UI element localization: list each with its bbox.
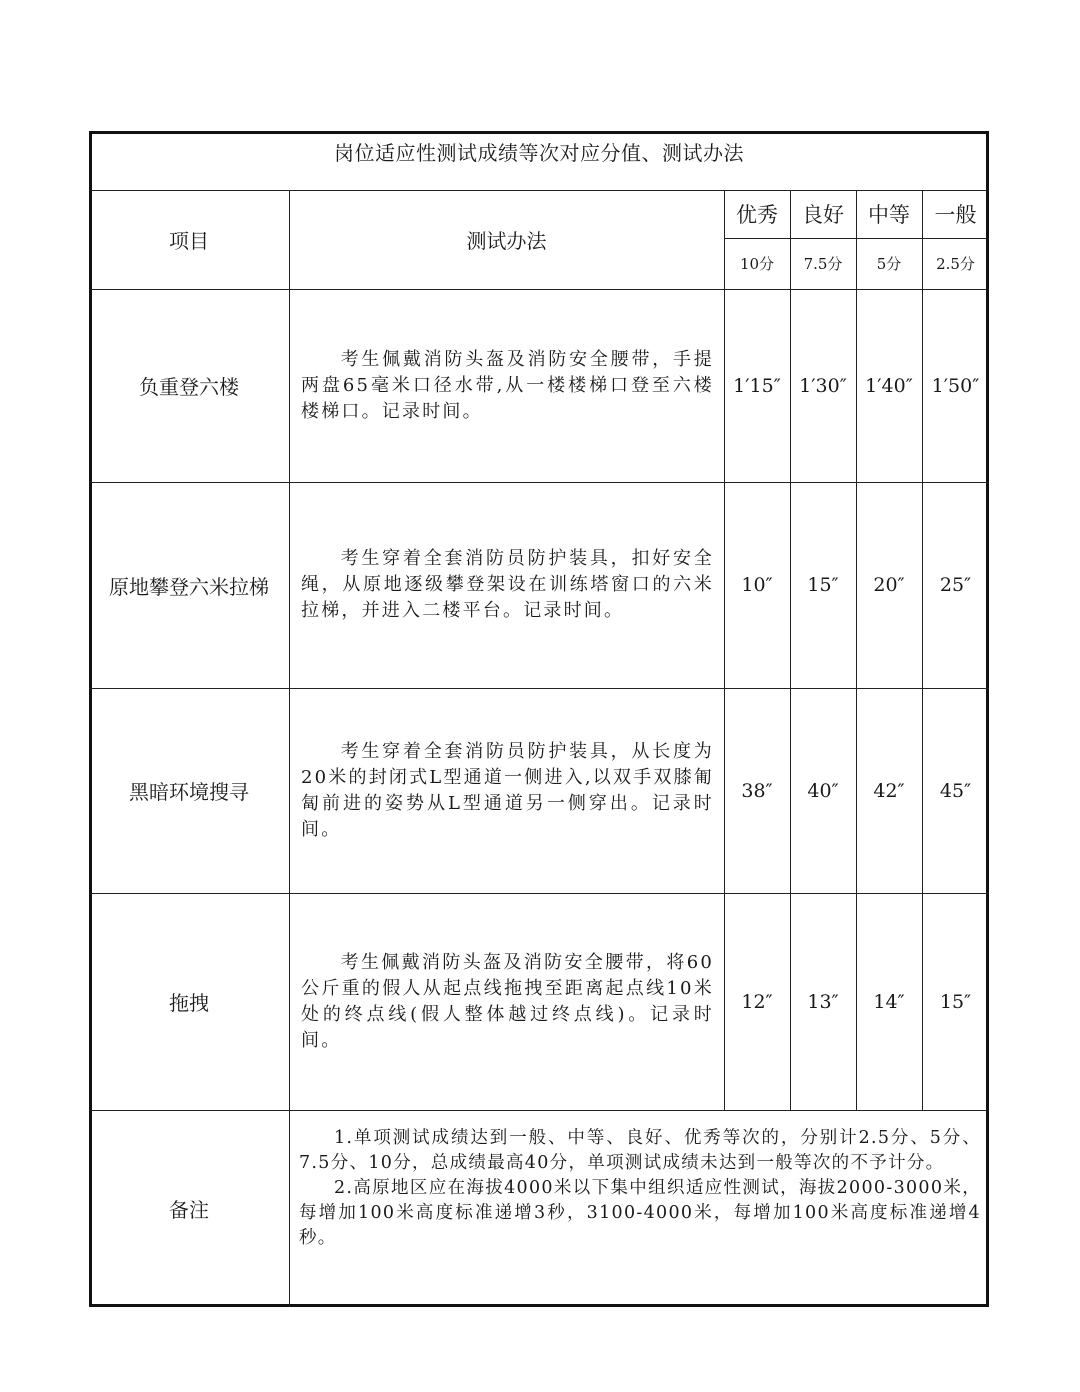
method-paragraph: 考生穿着全套消防员防护装具，扣好安全绳，从原地逐级攀登架设在训练塔窗口的六米拉梯，并进入二楼平台。记录时间。 [301, 548, 714, 621]
row-method-text [289, 482, 724, 688]
remarks-text [289, 1110, 989, 1307]
header-grade-average: 一般 [934, 203, 977, 227]
time-average: 45″ [939, 779, 972, 802]
method-paragraph: 考生穿着全套消防员防护装具，从长度为20米的封闭式L型通道一侧进入,以双手双膝匍匐前进的姿势从L型通道另一侧穿出。记录时间。 [301, 740, 714, 840]
header-score-medium: 5分 [876, 255, 902, 273]
header-score-excellent: 10分 [739, 255, 775, 273]
time-medium: 42″ [873, 779, 905, 802]
header-grade-excellent: 优秀 [736, 203, 778, 227]
time-excellent: 12″ [741, 990, 773, 1013]
method-paragraph: 考生佩戴消防头盔及消防安全腰带，手提两盘65毫米口径水带,从一楼楼梯口登至六楼楼梯口。记录时间。 [301, 348, 714, 422]
time-excellent: 38″ [741, 779, 773, 802]
table-title: 岗位适应性测试成绩等次对应分值、测试办法 [334, 141, 744, 165]
header-score-average: 2.5分 [936, 255, 975, 273]
row-method-text [289, 893, 724, 1110]
time-average: 1′50″ [931, 374, 980, 397]
row-item-label: 拖拽 [169, 991, 209, 1015]
row-item-label: 负重登六楼 [139, 375, 239, 399]
time-medium: 20″ [873, 574, 905, 596]
row-method-text [289, 289, 724, 482]
time-good: 1′30″ [799, 374, 847, 397]
header-score-good: 7.5分 [803, 255, 843, 273]
method-paragraph: 考生佩戴消防头盔及消防安全腰带，将60公斤重的假人从起点线拖拽至距离起点线10米处的终点线(假人整体越过终点线)。记录时间。 [301, 951, 714, 1051]
header-grade-good: 良好 [802, 203, 844, 227]
row-method-text [289, 688, 724, 893]
remark-paragraph-1: 1.单项测试成绩达到一般、中等、良好、优秀等次的，分别计2.5分、5分、7.5分、10分，总成绩最高40分，单项测试成绩未达到一般等次的不予计分。 [299, 1128, 981, 1173]
header-item: 项目 [169, 229, 209, 253]
time-good: 15″ [807, 574, 839, 596]
time-medium: 1′40″ [865, 374, 913, 397]
header-grade-medium: 中等 [868, 203, 910, 227]
time-average: 25″ [939, 574, 972, 596]
row-item-label: 原地攀登六米拉梯 [109, 574, 269, 599]
row-item-label: 黑暗环境搜寻 [129, 780, 249, 804]
time-medium: 14″ [873, 990, 905, 1013]
remark-paragraph-2: 2.高原地区应在海拔4000米以下集中组织适应性测试，海拔2000-3000米，每增加100米高度标准递增3秒，3100-4000米，每增加100米高度标准递增4秒。 [299, 1178, 981, 1248]
time-average: 15″ [939, 990, 972, 1013]
time-excellent: 10″ [741, 574, 773, 596]
time-good: 13″ [807, 990, 839, 1013]
remarks-label: 备注 [169, 1198, 209, 1222]
header-method: 测试办法 [466, 229, 547, 253]
time-excellent: 1′15″ [733, 374, 781, 397]
time-good: 40″ [807, 779, 839, 802]
